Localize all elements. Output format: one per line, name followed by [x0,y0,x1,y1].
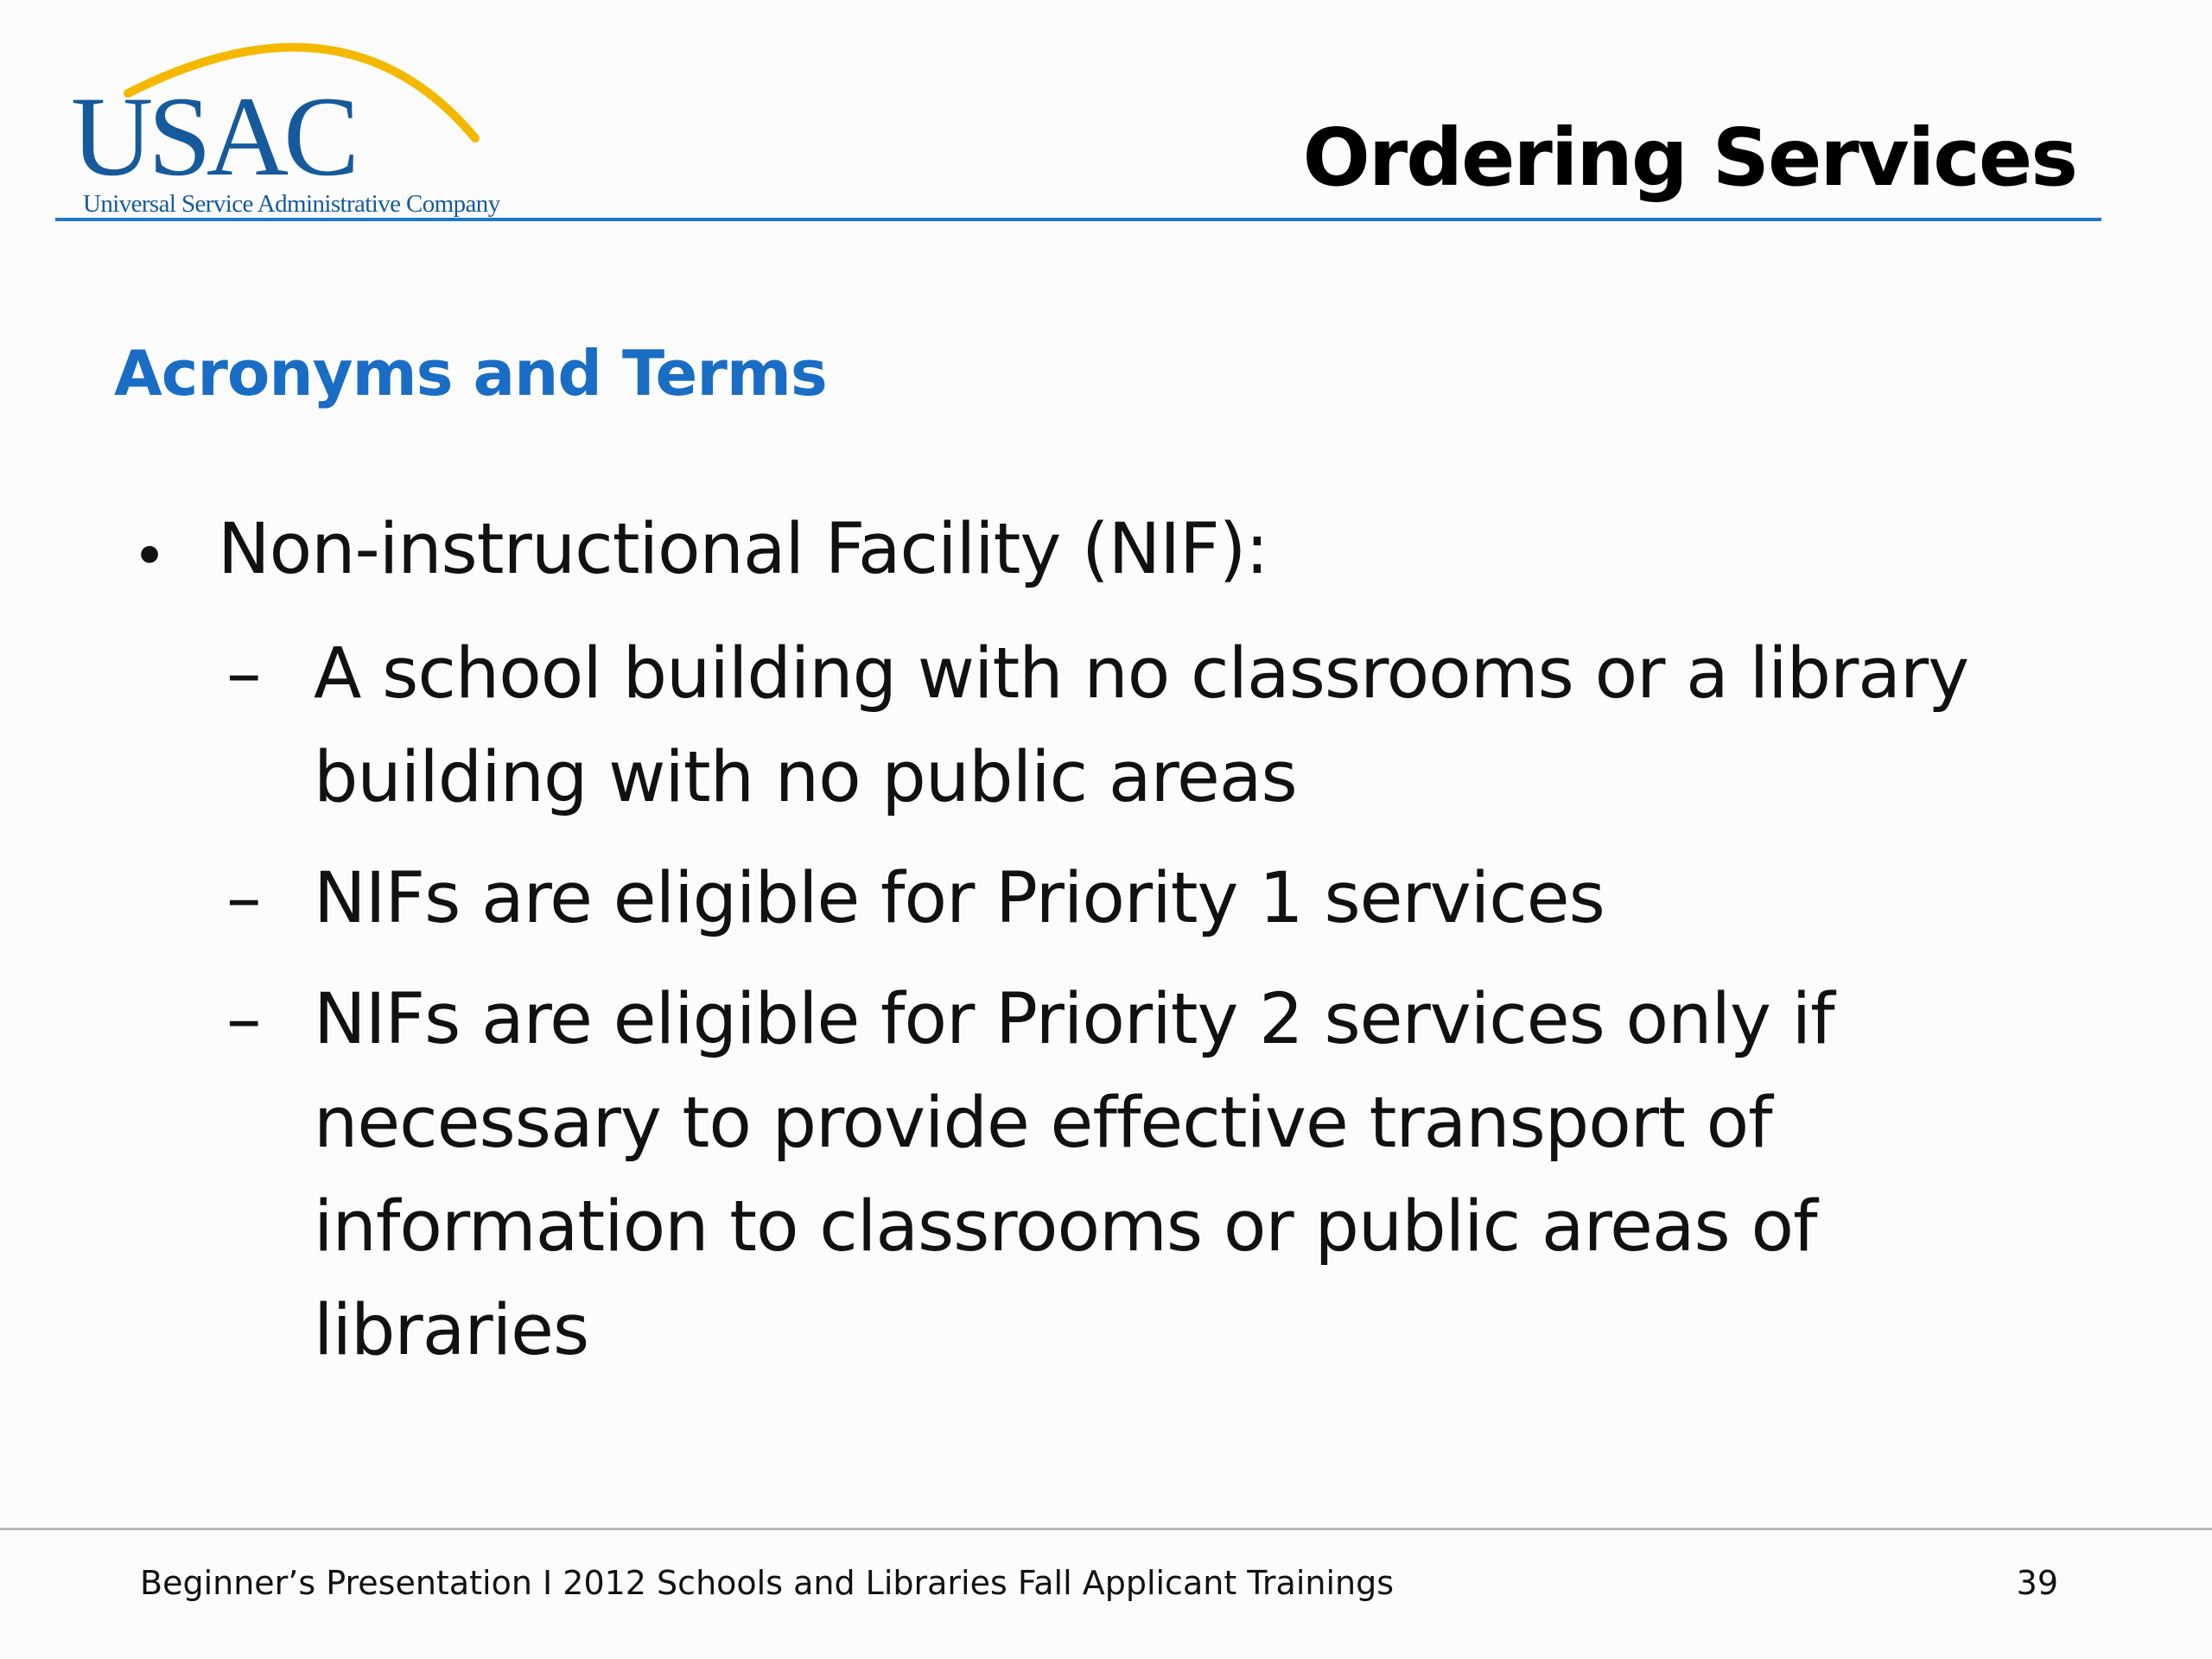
sub-bullet-text: NIFs are eligible for Priority 2 services only if necessary to provide effective transport of information to classrooms or public areas of libraries [314,979,1834,1371]
slide-title: Ordering Services [1302,111,2076,204]
sub-bullet-list [0,622,2212,1400]
main-bullet [0,501,2212,596]
sub-bullet [0,968,2212,1382]
section-subtitle: Acronyms and Terms [114,337,827,410]
dash-icon: – [226,858,262,939]
dash-icon: – [226,979,262,1060]
logo-wordmark: USAC [71,73,355,200]
bullet-icon: • [132,523,168,591]
page-number: 39 [2016,1564,2058,1602]
sub-bullet-text: A school building with no classrooms or a library building with no public areas [314,633,1969,818]
usac-logo [69,26,553,218]
main-bullet-text: Non-instructional Facility (NIF): [218,509,1268,590]
sub-bullet [0,847,2212,950]
header-divider [55,218,2101,221]
dash-icon: – [226,633,262,715]
sub-bullet-text: NIFs are eligible for Priority 1 services [314,858,1605,939]
logo-tagline: Universal Service Administrative Company [83,190,500,218]
sub-bullet [0,622,2212,830]
footer-text: Beginner’s Presentation I 2012 Schools and Libraries Fall Applicant Trainings [140,1564,1395,1602]
footer-divider [0,1528,2212,1530]
